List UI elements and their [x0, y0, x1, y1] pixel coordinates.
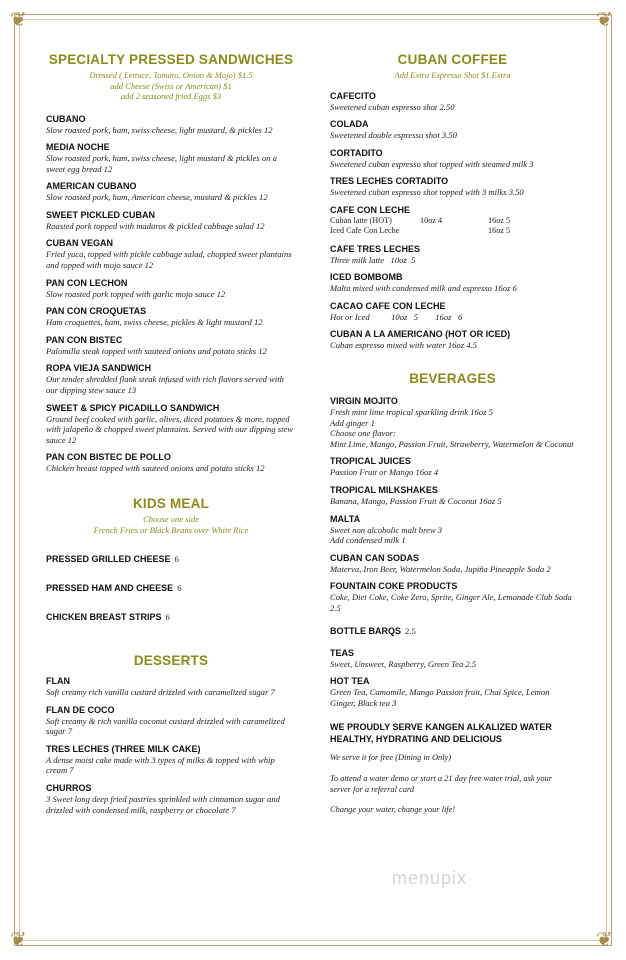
- ornament-bottom-left-icon: ❦: [10, 929, 27, 951]
- menu-item: AMERICAN CUBANO Slow roasted pork, ham, American cheese, mustard & pickles 12: [46, 181, 268, 203]
- size-row: Iced Cafe Con Leche 16oz 5: [330, 226, 511, 236]
- menu-item: FLAN Soft creamy rich vanilla custard drizzled with caramelized sugar 7: [46, 676, 275, 697]
- menu-item: CAFE TRES LECHES Three milk latte 10oz 5: [330, 243, 421, 265]
- ornament-top-right-icon: ❦: [596, 9, 613, 31]
- menu-item: MALTA Sweet non alcoholic malt brew 3 Add condensed milk 1: [330, 513, 443, 546]
- menu-item: MEDIA NOCHE Slow roasted pork, ham, swiss cheese, light mustard & pickles on a sweet egg bread 12: [46, 142, 277, 174]
- ornament-bottom-right-icon: ❦: [596, 929, 613, 951]
- menu-item: TRES LECHES (THREE MILK CAKE) A dense moist cake made with 3 types of milks & topped with whip cream 7: [46, 743, 275, 776]
- size-row: Cuban latte (HOT) 10oz 4 16oz 5: [330, 215, 511, 225]
- menu-item: BOTTLE BARQS 2.5: [330, 625, 416, 636]
- menu-item: CHURROS 3 Sweet long deep fried pastries sprinkled with cinnamon sugar and drizzled with condensed milk, raspberry or chocolate 7: [46, 782, 280, 815]
- menu-item: CUBAN VEGAN Fried yuca, topped with pickle cabbage salad, chopped sweet plantains and topped with mojo sauce 12: [46, 238, 292, 271]
- menu-item: TROPICAL JUICES Passion Fruit or Mango 16oz 4: [330, 456, 439, 478]
- menu-item: HOT TEA Green Tea, Camomile, Mango Passion fruit, Chai Spice, Lemon Ginger, Black tea 3: [330, 676, 550, 708]
- menu-item: PAN CON LECHON Slow roasted pork topped with garlic mojo sauce 12: [46, 277, 226, 299]
- menu-item: TROPICAL MILKSHAKES Banana, Mango, Passion Fruit & Coconut 16oz 5: [330, 485, 502, 507]
- coffee-note: Add Extra Espresso Shot $1 Extra: [394, 70, 511, 80]
- sandwiches-title: SPECIALTY PRESSED SANDWICHES: [48, 52, 294, 67]
- watermark-logo: menupix: [392, 868, 468, 888]
- menu-item: CAFECITO Sweetened cuban espresso shot 2.50: [330, 90, 455, 112]
- menu-item: CAFE CON LECHE Cuban latte (HOT) 10oz 4 16oz 5 Iced Cafe Con Leche 16oz 5: [330, 205, 575, 237]
- coffee-title: CUBAN COFFEE: [397, 52, 508, 67]
- kids-title: KIDS MEAL: [132, 496, 210, 511]
- left-column: [46, 52, 296, 822]
- menu-item: PAN CON CROQUETAS Ham croquettes, ham, swiss cheese, pickles & light mustard 12: [46, 306, 263, 328]
- menu-item: VIRGIN MOJITO Fresh mint lime tropical sparkling drink 16oz 5 Add ginger 1 Choose one flavor: Mint Lime, Mango, Passion Fruit, Strawberry, Watermelon & Coconut: [330, 396, 574, 449]
- menu-item: CUBAN A LA AMERICANO (HOT OR ICED) Cuban espresso mixed with water 16oz 4.5: [330, 329, 511, 351]
- menu-item: SWEET PICKLED CUBAN Roasted pork topped with maduros & pickled cabbage salad 12: [46, 209, 265, 231]
- menu-item: PAN CON BISTEC DE POLLO Chicken breast topped with sauteed onions and potato sticks 12: [46, 452, 265, 474]
- ornament-top-left-icon: ❦: [10, 9, 27, 31]
- menu-item: SWEET & SPICY PICADILLO SANDWICH Ground beef cooked with garlic, olives, diced potatoes & more, topped with jalapeño & chopped sweet plantains. Served with our dipping stew sauce 12: [46, 402, 294, 445]
- menu-item: ICED BOMBOMB Malta mixed with condensed milk and espresso 16oz 6: [330, 272, 517, 294]
- beverages-title: BEVERAGES: [409, 371, 496, 387]
- menu-item: CUBAN CAN SODAS Materva, Iron Beer, Watermelon Soda, Jupiña Pineapple Soda 2: [330, 552, 551, 574]
- menu-item: COLADA Sweetened double espresso shot 3.50: [330, 119, 457, 141]
- sandwiches-addons: Dressed ( Lettuce, Tomato, Onion & Mojo) $1.5 add Cheese (Swiss or American) $1 add 2 seasoned fried Eggs $3: [89, 70, 253, 101]
- menu-item: PRESSED HAM AND CHEESE 6: [46, 583, 182, 593]
- desserts-title: DESSERTS: [133, 653, 209, 668]
- menu-item: CORTADITO Sweetened cuban espresso shot topped with steamed milk 3: [330, 147, 534, 169]
- menu-item: PAN CON BISTEC Palomilla steak topped with sauteed onions and potato sticks 12: [46, 334, 267, 356]
- water-title: WE PROUDLY SERVE KANGEN ALKALIZED WATER HEALTHY, HYDRATING AND DELICIOUS: [330, 722, 552, 744]
- water-section: WE PROUDLY SERVE KANGEN ALKALIZED WATER HEALTHY, HYDRATING AND DELICIOUS We serve it for free (Dining in Only) To attend a water demo or start a 21 day free water trial, ask your server for a referral card Change your water, change your life!: [330, 722, 575, 815]
- menu-item: CUBANO Slow roasted pork, ham, swiss cheese, light mustard, & pickles 12: [46, 113, 273, 135]
- menu-item: FOUNTAIN COKE PRODUCTS Coke, Diet Coke, Coke Zero, Sprite, Ginger Ale, Lemonade Club Soda 2.5: [330, 581, 572, 613]
- menu-item: FLAN DE COCO Soft creamy & rich vanilla coconut custard drizzled with caramelized sugar 7: [46, 704, 285, 737]
- menu-item: TEAS Sweet, Unsweet, Raspberry, Green Tea 2.5: [330, 647, 477, 669]
- menu-item: TRES LECHES CORTADITO Sweetened cuban espresso shot topped with 3 milks 3.50: [330, 176, 524, 198]
- menu-item: ROPA VIEJA SANDWICH Our tender shredded flank steak infused with rich flavors served with our dipping stew sauce 13: [46, 363, 284, 396]
- menu-item: CHICKEN BREAST STRIPS 6: [46, 612, 170, 622]
- menu-item: CACAO CAFE CON LECHE Hot or Iced 10oz 5 16oz 6: [330, 300, 463, 322]
- right-column: [330, 52, 575, 816]
- kids-sides: Choose one side French Fries or Black Beans over White Rice: [93, 514, 249, 535]
- menu-item: PRESSED GRILLED CHEESE 6: [46, 554, 179, 564]
